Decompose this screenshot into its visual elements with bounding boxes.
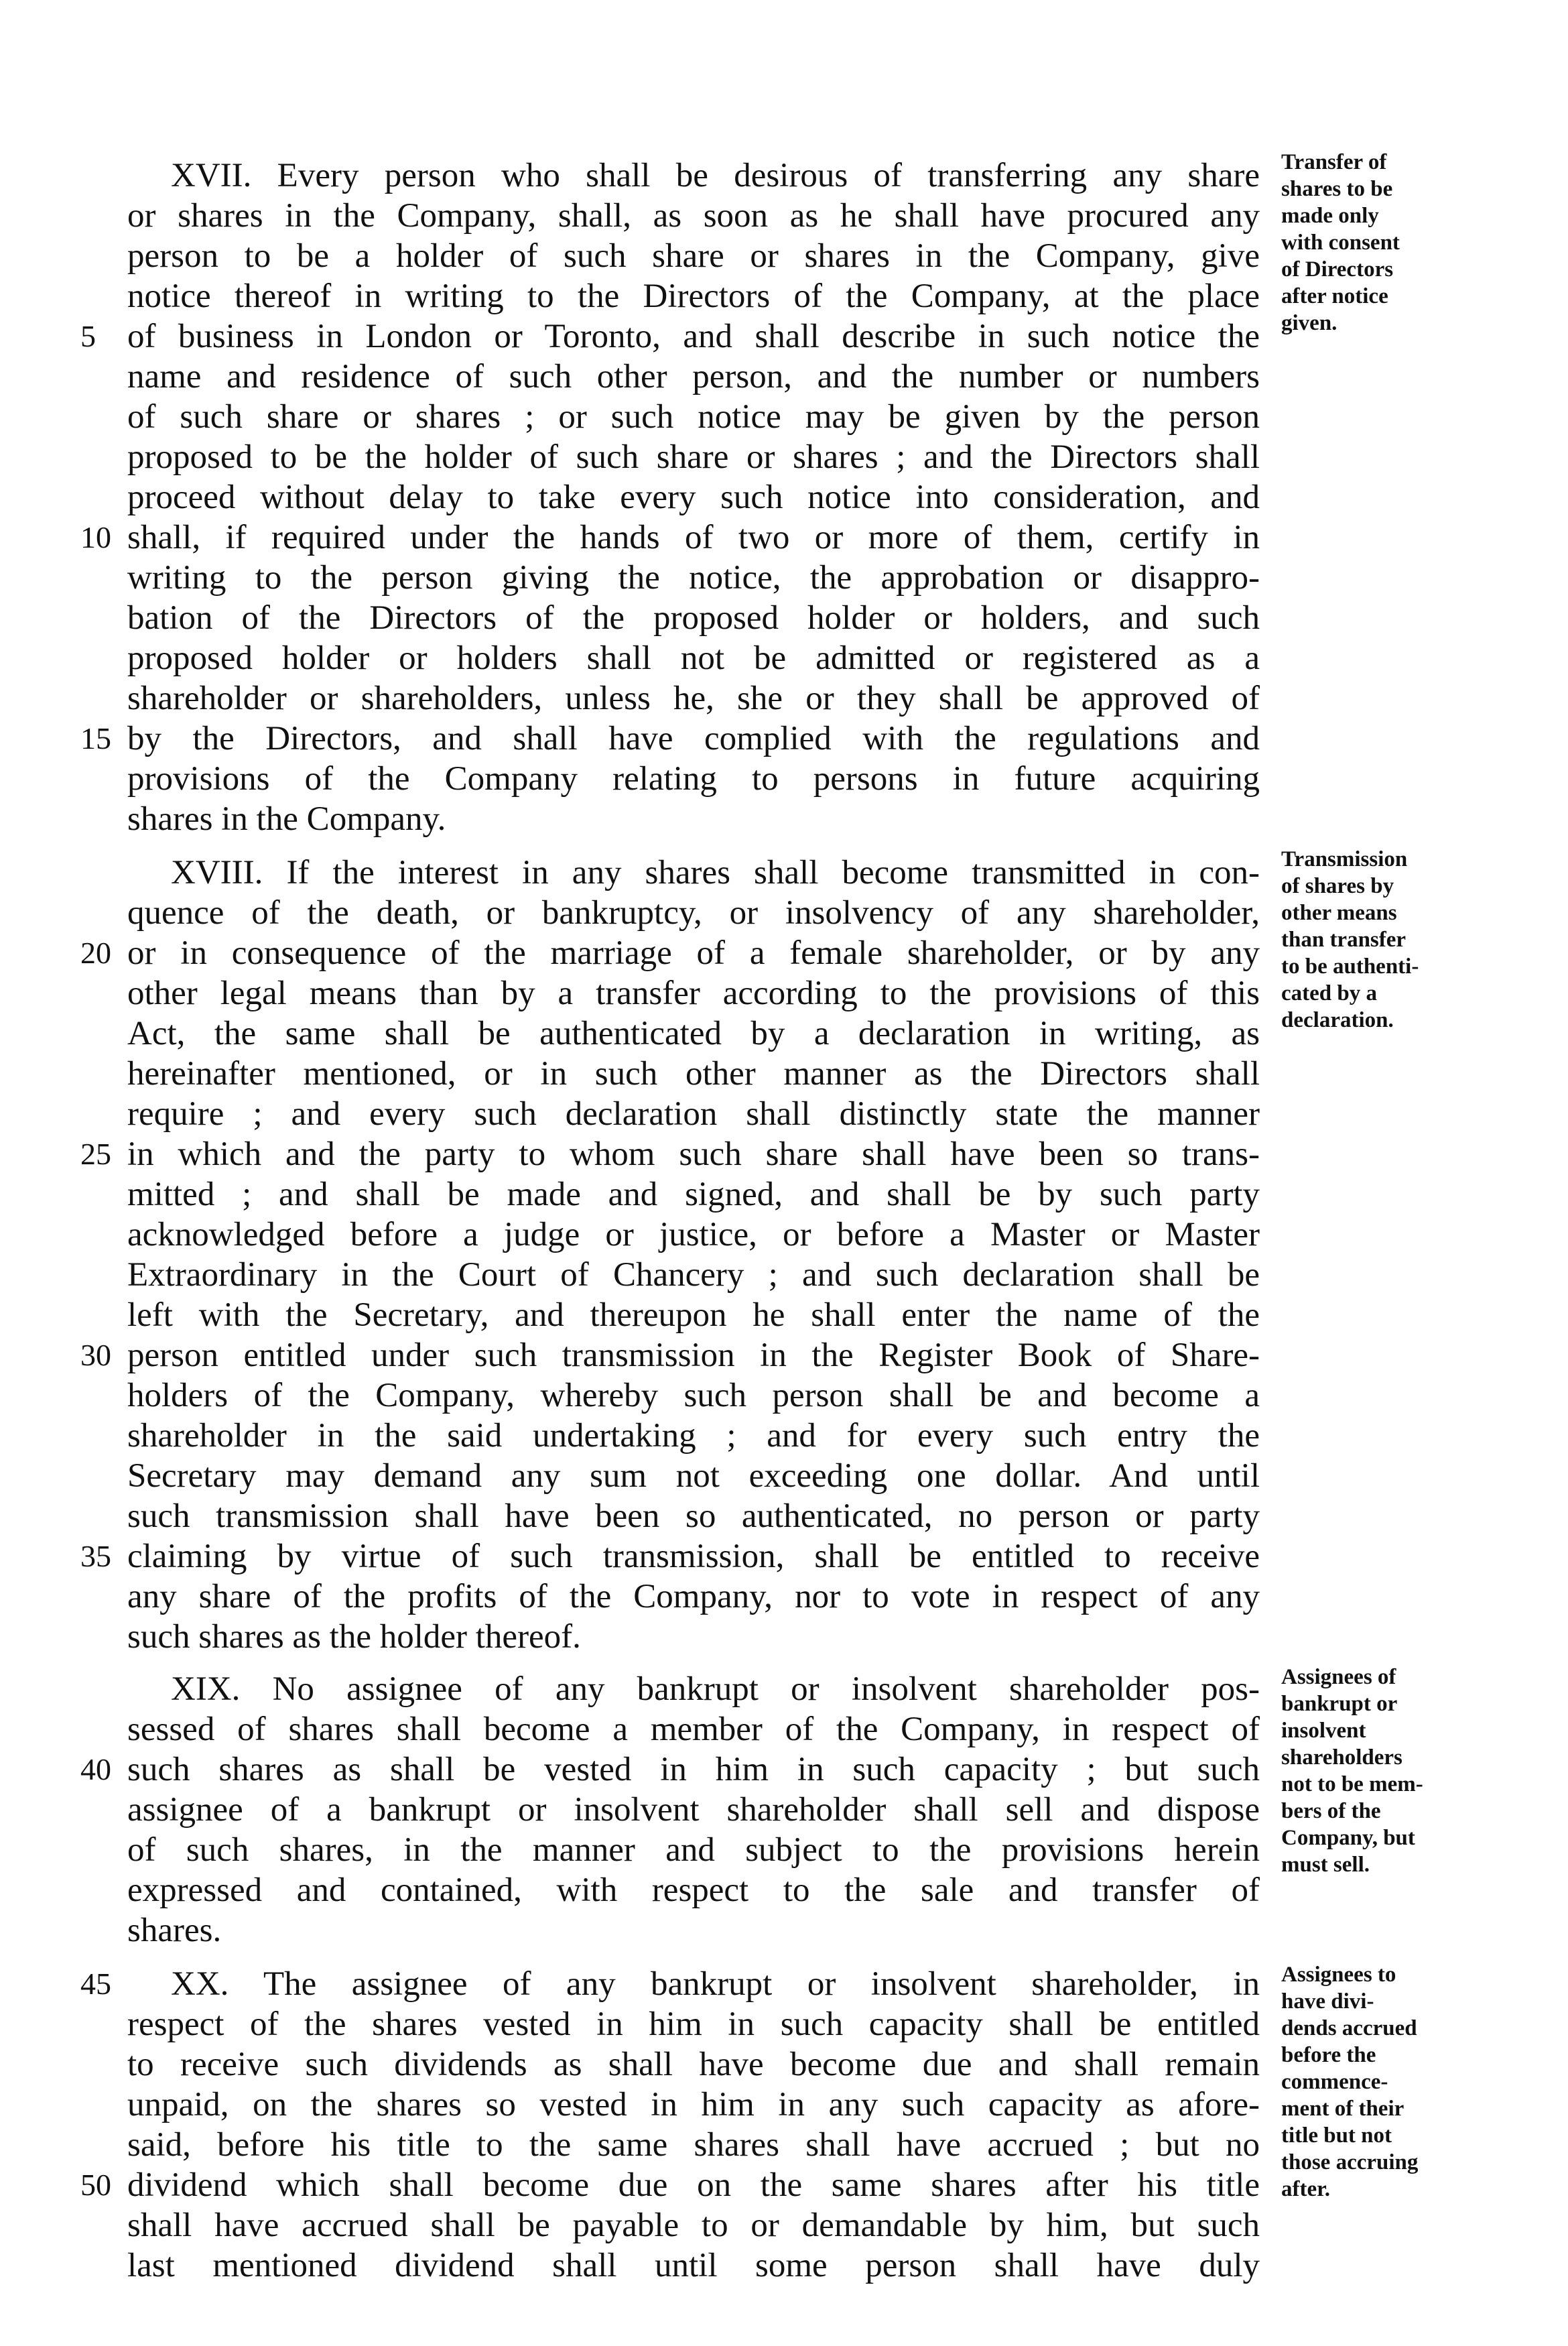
note-line: Transmission <box>1281 847 1408 871</box>
text-line: hereinafter mentioned, or in such other manner as the Directors shall <box>127 1055 1260 1093</box>
note-line: of shares by <box>1281 874 1394 898</box>
text-line: mitted ; and shall be made and signed, and shall be by such party <box>127 1176 1260 1213</box>
text-line: shareholder or shareholders, unless he, she or they shall be approved of <box>127 680 1260 717</box>
text-line: expressed and contained, with respect to the sale and transfer of <box>127 1871 1260 1909</box>
text-line: such shares as shall be vested in him in such capacity ; but such <box>127 1751 1260 1788</box>
text-line: sessed of shares shall become a member of the Company, in respect of <box>127 1711 1260 1748</box>
line-number: 30 <box>80 1338 111 1372</box>
text-line: dividend which shall become due on the same shares after his title <box>127 2166 1260 2204</box>
note-line: made only <box>1281 204 1379 228</box>
note-line: other means <box>1281 901 1397 925</box>
note-line: with consent <box>1281 231 1400 255</box>
text-line: proposed to be the holder of such share or shares ; and the Directors shall <box>127 438 1260 476</box>
text-line: unpaid, on the shares so vested in him in any such capacity as afore- <box>127 2086 1260 2123</box>
line-number: 45 <box>80 1967 111 2001</box>
text-line: require ; and every such declaration shall distinctly state the manner <box>127 1095 1260 1133</box>
text-line: such transmission shall have been so authenticated, no person or party <box>127 1497 1260 1535</box>
note-line: commence- <box>1281 2070 1388 2094</box>
note-line: title but not <box>1281 2123 1392 2148</box>
note-line: Assignees to <box>1281 1963 1396 1987</box>
text-line: quence of the death, or bankruptcy, or insolvency of any shareholder, <box>127 894 1260 932</box>
note-line: ment of their <box>1281 2097 1404 2121</box>
note-line: Company, but <box>1281 1826 1415 1850</box>
text-line: shares. <box>127 1912 222 1949</box>
note-line: bankrupt or <box>1281 1692 1398 1716</box>
text-line: respect of the shares vested in him in such capacity shall be entitled <box>127 2005 1260 2043</box>
note-line: before the <box>1281 2043 1376 2067</box>
text-line: of business in London or Toronto, and shall describe in such notice the <box>127 318 1260 355</box>
text-line: by the Directors, and shall have complied with the regulations and <box>127 720 1260 757</box>
text-line: claiming by virtue of such transmission, shall be entitled to receive <box>127 1538 1260 1575</box>
text-line: proceed without delay to take every such notice into consideration, and <box>127 479 1260 516</box>
text-line: last mentioned dividend shall until some person shall have duly <box>127 2247 1260 2284</box>
text-line: notice thereof in writing to the Directors of the Company, at the place <box>127 277 1260 315</box>
note-line: shareholders <box>1281 1745 1402 1770</box>
text-line: holders of the Company, whereby such person shall be and become a <box>127 1377 1260 1414</box>
note-line: those accruing <box>1281 2150 1419 2174</box>
text-line: in which and the party to whom such share shall have been so trans- <box>127 1135 1260 1173</box>
text-line: proposed holder or holders shall not be admitted or registered as a <box>127 639 1260 677</box>
line-number: 40 <box>80 1752 111 1786</box>
text-line: left with the Secretary, and thereupon he shall enter the name of the <box>127 1296 1260 1334</box>
text-line: Secretary may demand any sum not exceeding one dollar. And until <box>127 1457 1260 1495</box>
text-line: shall have accrued shall be payable to or demandable by him, but such <box>127 2207 1260 2244</box>
text-line: acknowledged before a judge or justice, or before a Master or Master <box>127 1216 1260 1253</box>
text-line: name and residence of such other person, and the number or numbers <box>127 358 1260 395</box>
text-line: or in consequence of the marriage of a female shareholder, or by any <box>127 934 1260 972</box>
text-line: person to be a holder of such share or shares in the Company, give <box>127 237 1260 275</box>
note-line: given. <box>1281 311 1337 335</box>
text-line: other legal means than by a transfer according to the provisions of this <box>127 975 1260 1012</box>
text-line: bation of the Directors of the proposed holder or holders, and such <box>127 599 1260 637</box>
note-line: after. <box>1281 2177 1330 2201</box>
text-line: or shares in the Company, shall, as soon as he shall have procured any <box>127 197 1260 235</box>
text-line: of such shares, in the manner and subject to the provisions herein <box>127 1831 1260 1869</box>
text-line: XVII. Every person who shall be desirous of transferring any share <box>171 157 1260 194</box>
note-line: dends accrued <box>1281 2016 1417 2040</box>
text-line: to receive such dividends as shall have become due and shall remain <box>127 2046 1260 2083</box>
text-line: XVIII. If the interest in any shares shall become transmitted in con- <box>171 854 1260 891</box>
note-line: not to be mem- <box>1281 1772 1423 1796</box>
line-number: 5 <box>80 319 96 353</box>
note-line: cated by a <box>1281 981 1377 1005</box>
text-line: Act, the same shall be authenticated by a declaration in writing, as <box>127 1015 1260 1052</box>
text-line: writing to the person giving the notice, the approbation or disappro- <box>127 559 1260 597</box>
line-number: 20 <box>80 936 111 970</box>
line-number: 10 <box>80 520 111 554</box>
note-line: shares to be <box>1281 177 1393 201</box>
note-line: must sell. <box>1281 1853 1370 1877</box>
margin-note-assignees <box>1281 1664 1502 1878</box>
note-line: declaration. <box>1281 1008 1394 1032</box>
text-line: Extraordinary in the Court of Chancery ; and such declaration shall be <box>127 1256 1260 1294</box>
note-line: Assignees of <box>1281 1665 1396 1689</box>
text-line: shares in the Company. <box>127 800 446 838</box>
text-line: XIX. No assignee of any bankrupt or insolvent shareholder pos- <box>171 1670 1260 1708</box>
text-line: person entitled under such transmission in the Register Book of Share- <box>127 1337 1260 1374</box>
line-number: 15 <box>80 721 111 755</box>
text-line: of such share or shares ; or such notice may be given by the person <box>127 398 1260 436</box>
note-line: of Directors <box>1281 257 1394 282</box>
text-line: provisions of the Company relating to persons in future acquiring <box>127 760 1260 798</box>
note-line: Transfer of <box>1281 150 1387 174</box>
text-line: shareholder in the said undertaking ; and for every such entry the <box>127 1417 1260 1455</box>
note-line: bers of the <box>1281 1799 1381 1823</box>
note-line: after notice <box>1281 284 1388 308</box>
margin-note-transmission <box>1281 846 1502 1034</box>
note-line: insolvent <box>1281 1719 1366 1743</box>
margin-note-dividends <box>1281 1961 1502 2203</box>
text-line: any share of the profits of the Company, nor to vote in respect of any <box>127 1578 1260 1615</box>
line-number: 50 <box>80 2168 111 2202</box>
text-line: assignee of a bankrupt or insolvent shareholder shall sell and dispose <box>127 1791 1260 1829</box>
text-line: shall, if required under the hands of two or more of them, certify in <box>127 519 1260 556</box>
text-line: said, before his title to the same shares shall have accrued ; but no <box>127 2126 1260 2164</box>
text-line: such shares as the holder thereof. <box>127 1618 581 1656</box>
line-number: 35 <box>80 1539 111 1573</box>
note-line: than transfer <box>1281 928 1407 952</box>
margin-note-transfer <box>1281 149 1502 336</box>
note-line: to be authenti- <box>1281 954 1419 979</box>
note-line: have divi- <box>1281 1989 1374 2014</box>
line-number: 25 <box>80 1137 111 1171</box>
text-line: XX. The assignee of any bankrupt or insolvent shareholder, in <box>171 1965 1260 2003</box>
